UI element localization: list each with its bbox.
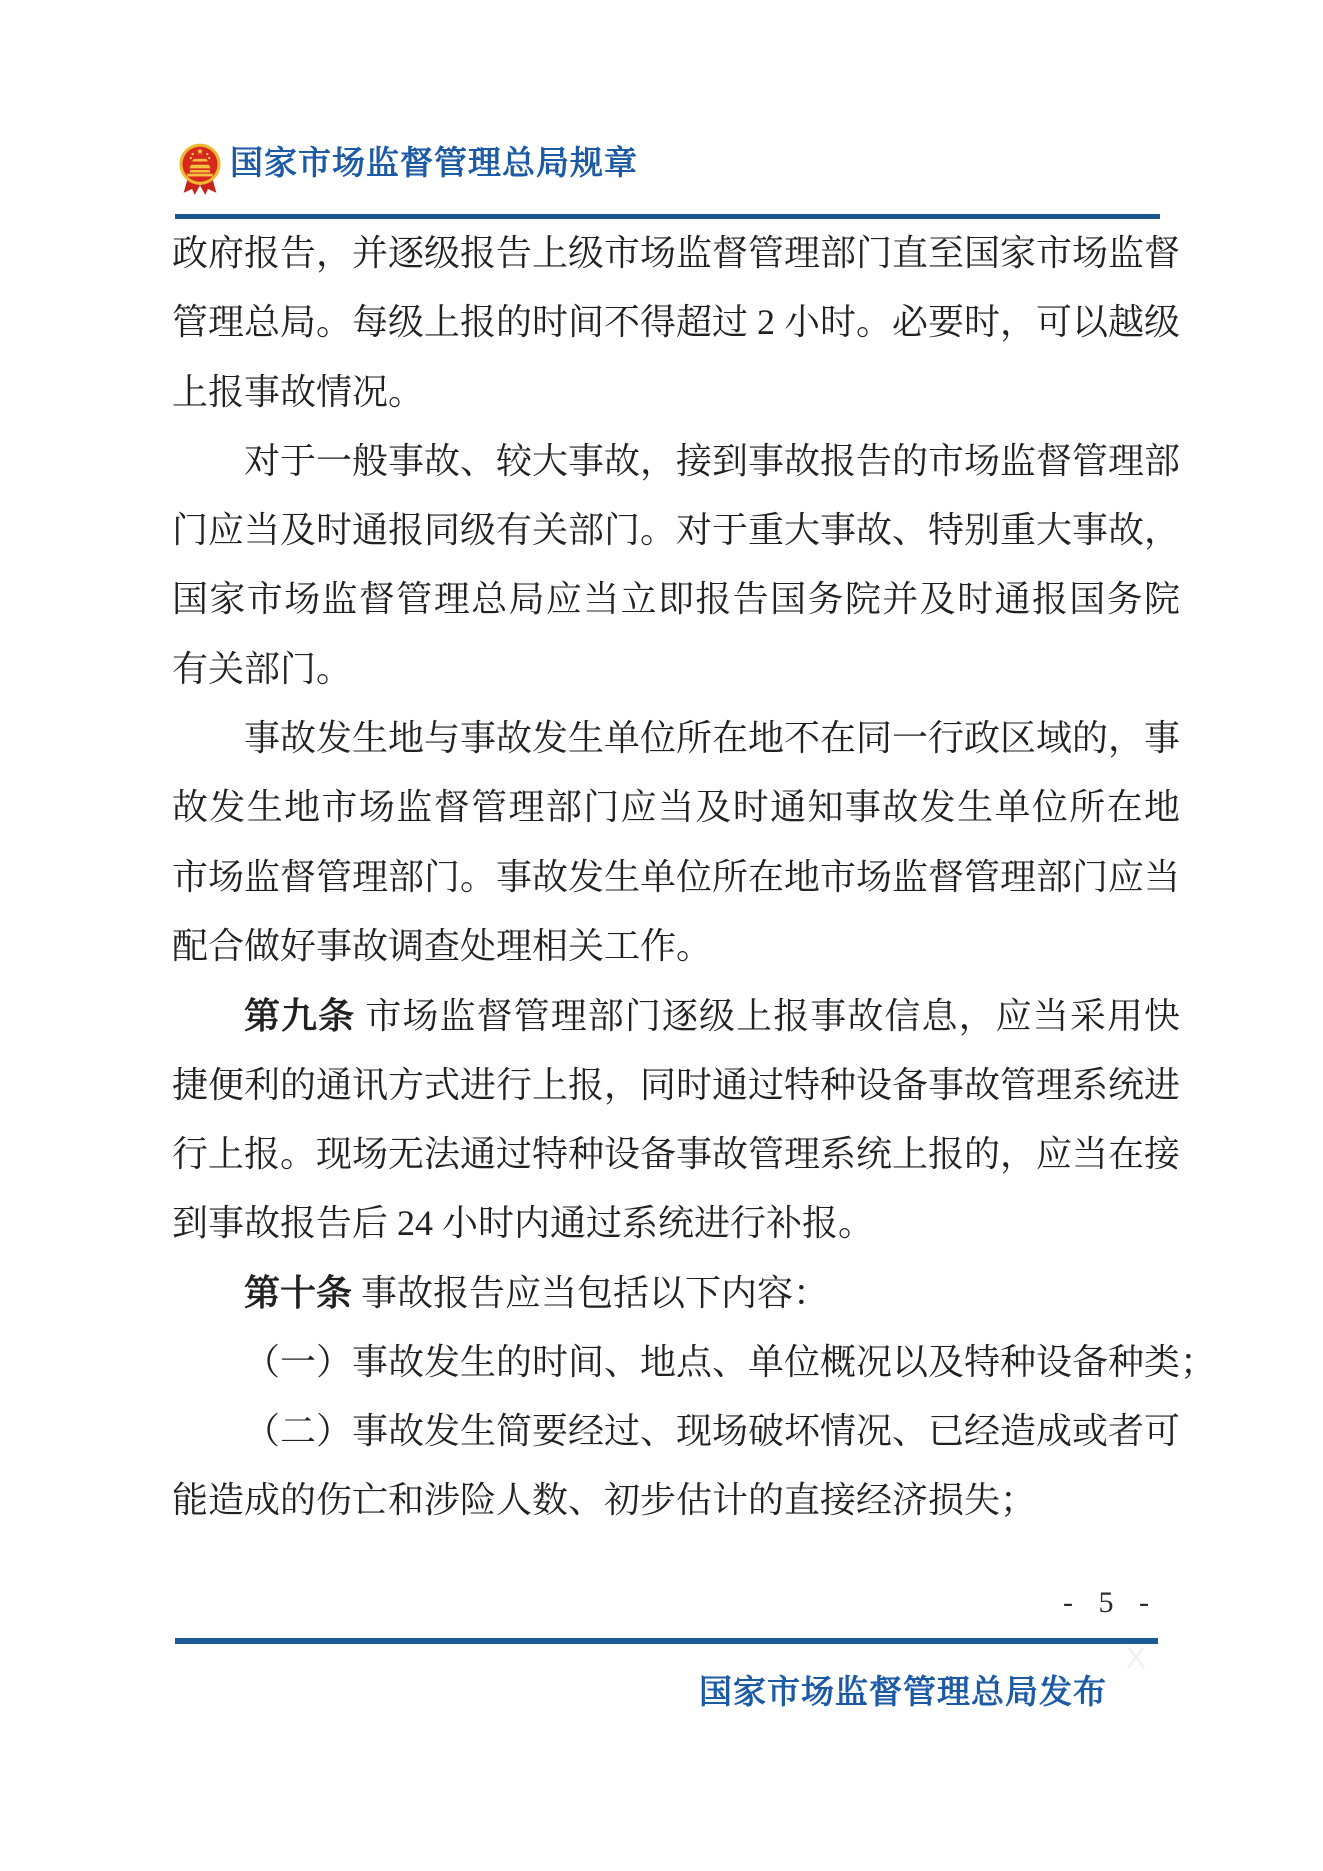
body-line: （一）事故发生的时间、地点、单位概况以及特种设备种类；	[244, 1341, 1217, 1382]
page-number: - 5 -	[1063, 1586, 1158, 1619]
body-line: 市场监督管理部门。事故发生单位所在地市场监督管理部门应当	[172, 856, 1181, 897]
publisher-label: 国家市场监督管理总局发布	[699, 1673, 1107, 1710]
body-line	[172, 981, 1180, 1050]
body-line-text: 事故报告应当包括以下内容：	[352, 1273, 830, 1314]
body-line: （二）事故发生简要经过、现场破坏情况、已经造成或者可	[244, 1411, 1181, 1452]
body-line: 门应当及时通报同级有关部门。对于重大事故、特别重大事故，	[172, 510, 1181, 551]
body-line: 行上报。现场无法通过特种设备事故管理系统上报的，应当在接	[172, 1133, 1181, 1174]
body-line: 能造成的伤亡和涉险人数、初步估计的直接经济损失；	[172, 1480, 1037, 1521]
body-line: 上报事故情况。	[172, 371, 425, 412]
body-line	[172, 1258, 1180, 1327]
china-national-emblem-icon	[178, 142, 222, 198]
body-line: 事故发生地与事故发生单位所在地不在同一行政区域的，事	[244, 718, 1181, 759]
document-body	[172, 219, 1217, 1536]
body-line: 国家市场监督管理总局应当立即报告国务院并及时通报国务院	[172, 579, 1180, 620]
body-line: 政府报告，并逐级报告上级市场监督管理部门直至国家市场监督	[172, 233, 1181, 273]
article-number: 第十条	[244, 1272, 353, 1314]
body-line: 管理总局。每级上报的时间不得超过 2 小时。必要时，可以越级	[172, 302, 1181, 343]
article-number: 第九条	[244, 995, 356, 1037]
body-line-text: 市场监督管理部门逐级上报事故信息，应当采用快	[355, 996, 1180, 1037]
body-line: 捷便利的通讯方式进行上报，同时通过特种设备事故管理系统进	[172, 1064, 1181, 1105]
body-line: 故发生地市场监督管理部门应当及时通知事故发生单位所在地	[172, 787, 1180, 828]
body-line: 对于一般事故、较大事故，接到事故报告的市场监督管理部	[244, 440, 1181, 481]
watermark-x: X	[1126, 1642, 1147, 1675]
body-line: 到事故报告后 24 小时内通过系统进行补报。	[172, 1203, 875, 1244]
body-line: 有关部门。	[172, 648, 353, 689]
footer-rule	[175, 1638, 1158, 1644]
page-title: 国家市场监督管理总局规章	[230, 144, 638, 181]
body-line: 配合做好事故调查处理相关工作。	[172, 925, 713, 966]
